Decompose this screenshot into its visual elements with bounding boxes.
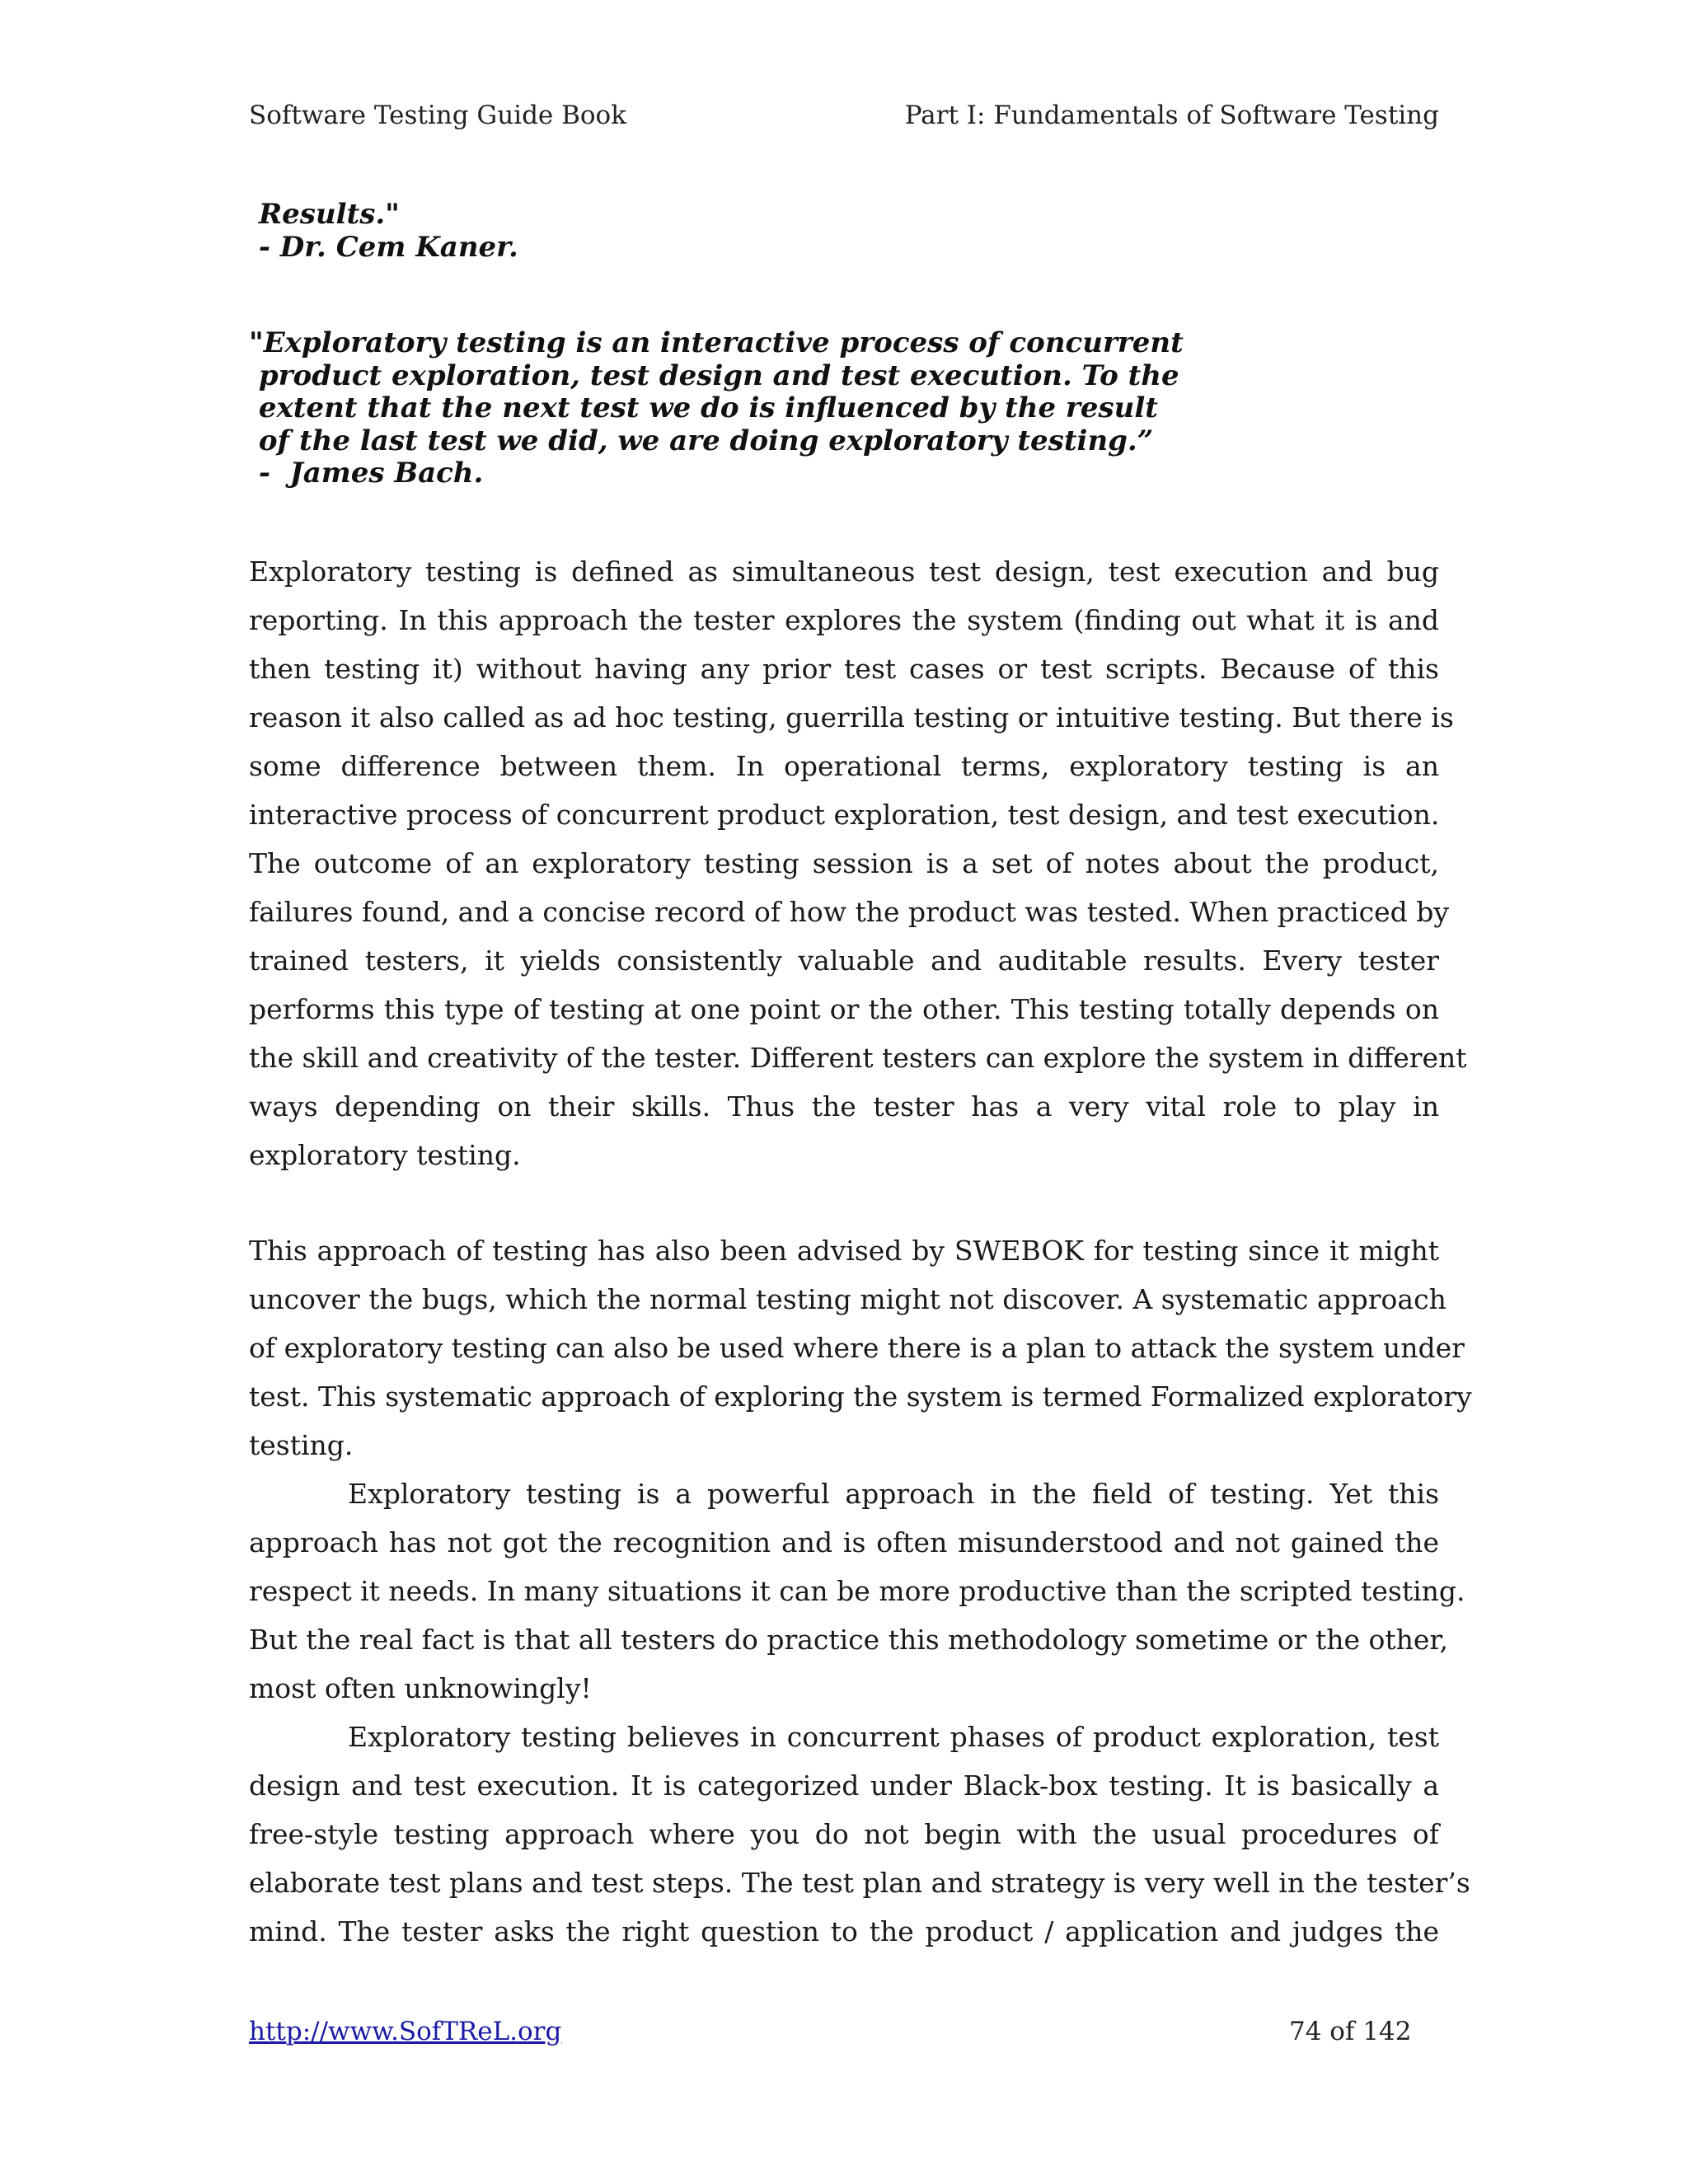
softrel-link[interactable]: http://www.SofTReL.org bbox=[249, 2017, 562, 2046]
text-line: But the real fact is that all testers do practice this methodology sometime or the other, bbox=[249, 1624, 1449, 1656]
text-line: trained testers, it yields consistently valuable and auditable results. Every tester bbox=[249, 944, 1439, 977]
text-line: then testing it) without having any prior test cases or test scripts. Because of this bbox=[249, 653, 1439, 685]
text-line: Exploratory testing is defined as simultaneous test design, test execution and bug bbox=[249, 555, 1439, 588]
page-number: 74 of 142 bbox=[1289, 2017, 1412, 2046]
quote-bach bbox=[249, 327, 1184, 490]
page-header bbox=[249, 97, 1439, 134]
text-line: ways depending on their skills. Thus the tester has a very vital role to play in bbox=[249, 1090, 1439, 1122]
text-line: Exploratory testing believes in concurrent phases of product exploration, test bbox=[348, 1721, 1439, 1753]
text-line: Exploratory testing is a powerful approach in the field of testing. Yet this bbox=[348, 1478, 1439, 1510]
text-line: interactive process of concurrent product exploration, test design, and test execution. bbox=[249, 799, 1440, 831]
text-line: reason it also called as ad hoc testing, guerrilla testing or intuitive testing. But there is bbox=[249, 701, 1454, 733]
text-line: test. This systematic approach of exploring the system is termed Formalized exploratory bbox=[249, 1380, 1472, 1413]
text-line: respect it needs. In many situations it can be more productive than the scripted testing. bbox=[249, 1575, 1465, 1607]
text-line: reporting. In this approach the tester explores the system (finding out what it is and bbox=[249, 604, 1439, 636]
paragraph-definition bbox=[249, 547, 1467, 1179]
page-footer bbox=[249, 2013, 1439, 2050]
text-line: This approach of testing has also been advised by SWEBOK for testing since it might bbox=[249, 1235, 1439, 1267]
quote-line: product exploration, test design and test execution. To the bbox=[249, 359, 1179, 392]
text-line: of exploratory testing can also be used where there is a plan to attack the system under bbox=[249, 1332, 1465, 1364]
text-line: uncover the bugs, which the normal testing might not discover. A systematic approach bbox=[249, 1283, 1447, 1315]
text-line: some difference between them. In operational terms, exploratory testing is an bbox=[249, 750, 1439, 782]
quote-line: extent that the next test we do is influenced by the result bbox=[249, 391, 1158, 424]
text-line: testing. bbox=[249, 1429, 354, 1461]
header-part-title: Part I: Fundamentals of Software Testing bbox=[904, 101, 1439, 130]
quote-line: Results." bbox=[249, 198, 400, 231]
text-line: performs this type of testing at one point or the other. This testing totally depends on bbox=[249, 993, 1439, 1025]
paragraphs-swebok-and-more bbox=[249, 1226, 1472, 1956]
quote-line: "Exploratory testing is an interactive process of concurrent bbox=[249, 326, 1184, 359]
text-line: the skill and creativity of the tester. Different testers can explore the system in different bbox=[249, 1042, 1467, 1074]
quote-attribution: - James Bach. bbox=[249, 457, 484, 490]
quote-line: of the last test we did, we are doing exploratory testing.” bbox=[249, 424, 1154, 457]
text-line: design and test execution. It is categorized under Black-box testing. It is basically a bbox=[249, 1769, 1439, 1802]
header-book-title: Software Testing Guide Book bbox=[249, 101, 627, 130]
quote-attribution: - Dr. Cem Kaner. bbox=[249, 230, 518, 264]
text-line: exploratory testing. bbox=[249, 1139, 521, 1171]
text-line: mind. The tester asks the right question to the product / application and judges the bbox=[249, 1915, 1439, 1947]
text-line: free-style testing approach where you do not begin with the usual procedures of bbox=[249, 1818, 1439, 1850]
text-line: approach has not got the recognition and is often misunderstood and not gained the bbox=[249, 1526, 1439, 1558]
text-line: most often unknowingly! bbox=[249, 1672, 592, 1704]
quote-kaner bbox=[249, 199, 518, 264]
text-line: The outcome of an exploratory testing session is a set of notes about the product, bbox=[249, 847, 1439, 879]
text-line: failures found, and a concise record of how the product was tested. When practiced by bbox=[249, 896, 1450, 928]
text-line: elaborate test plans and test steps. The test plan and strategy is very well in the tester’s bbox=[249, 1867, 1470, 1899]
